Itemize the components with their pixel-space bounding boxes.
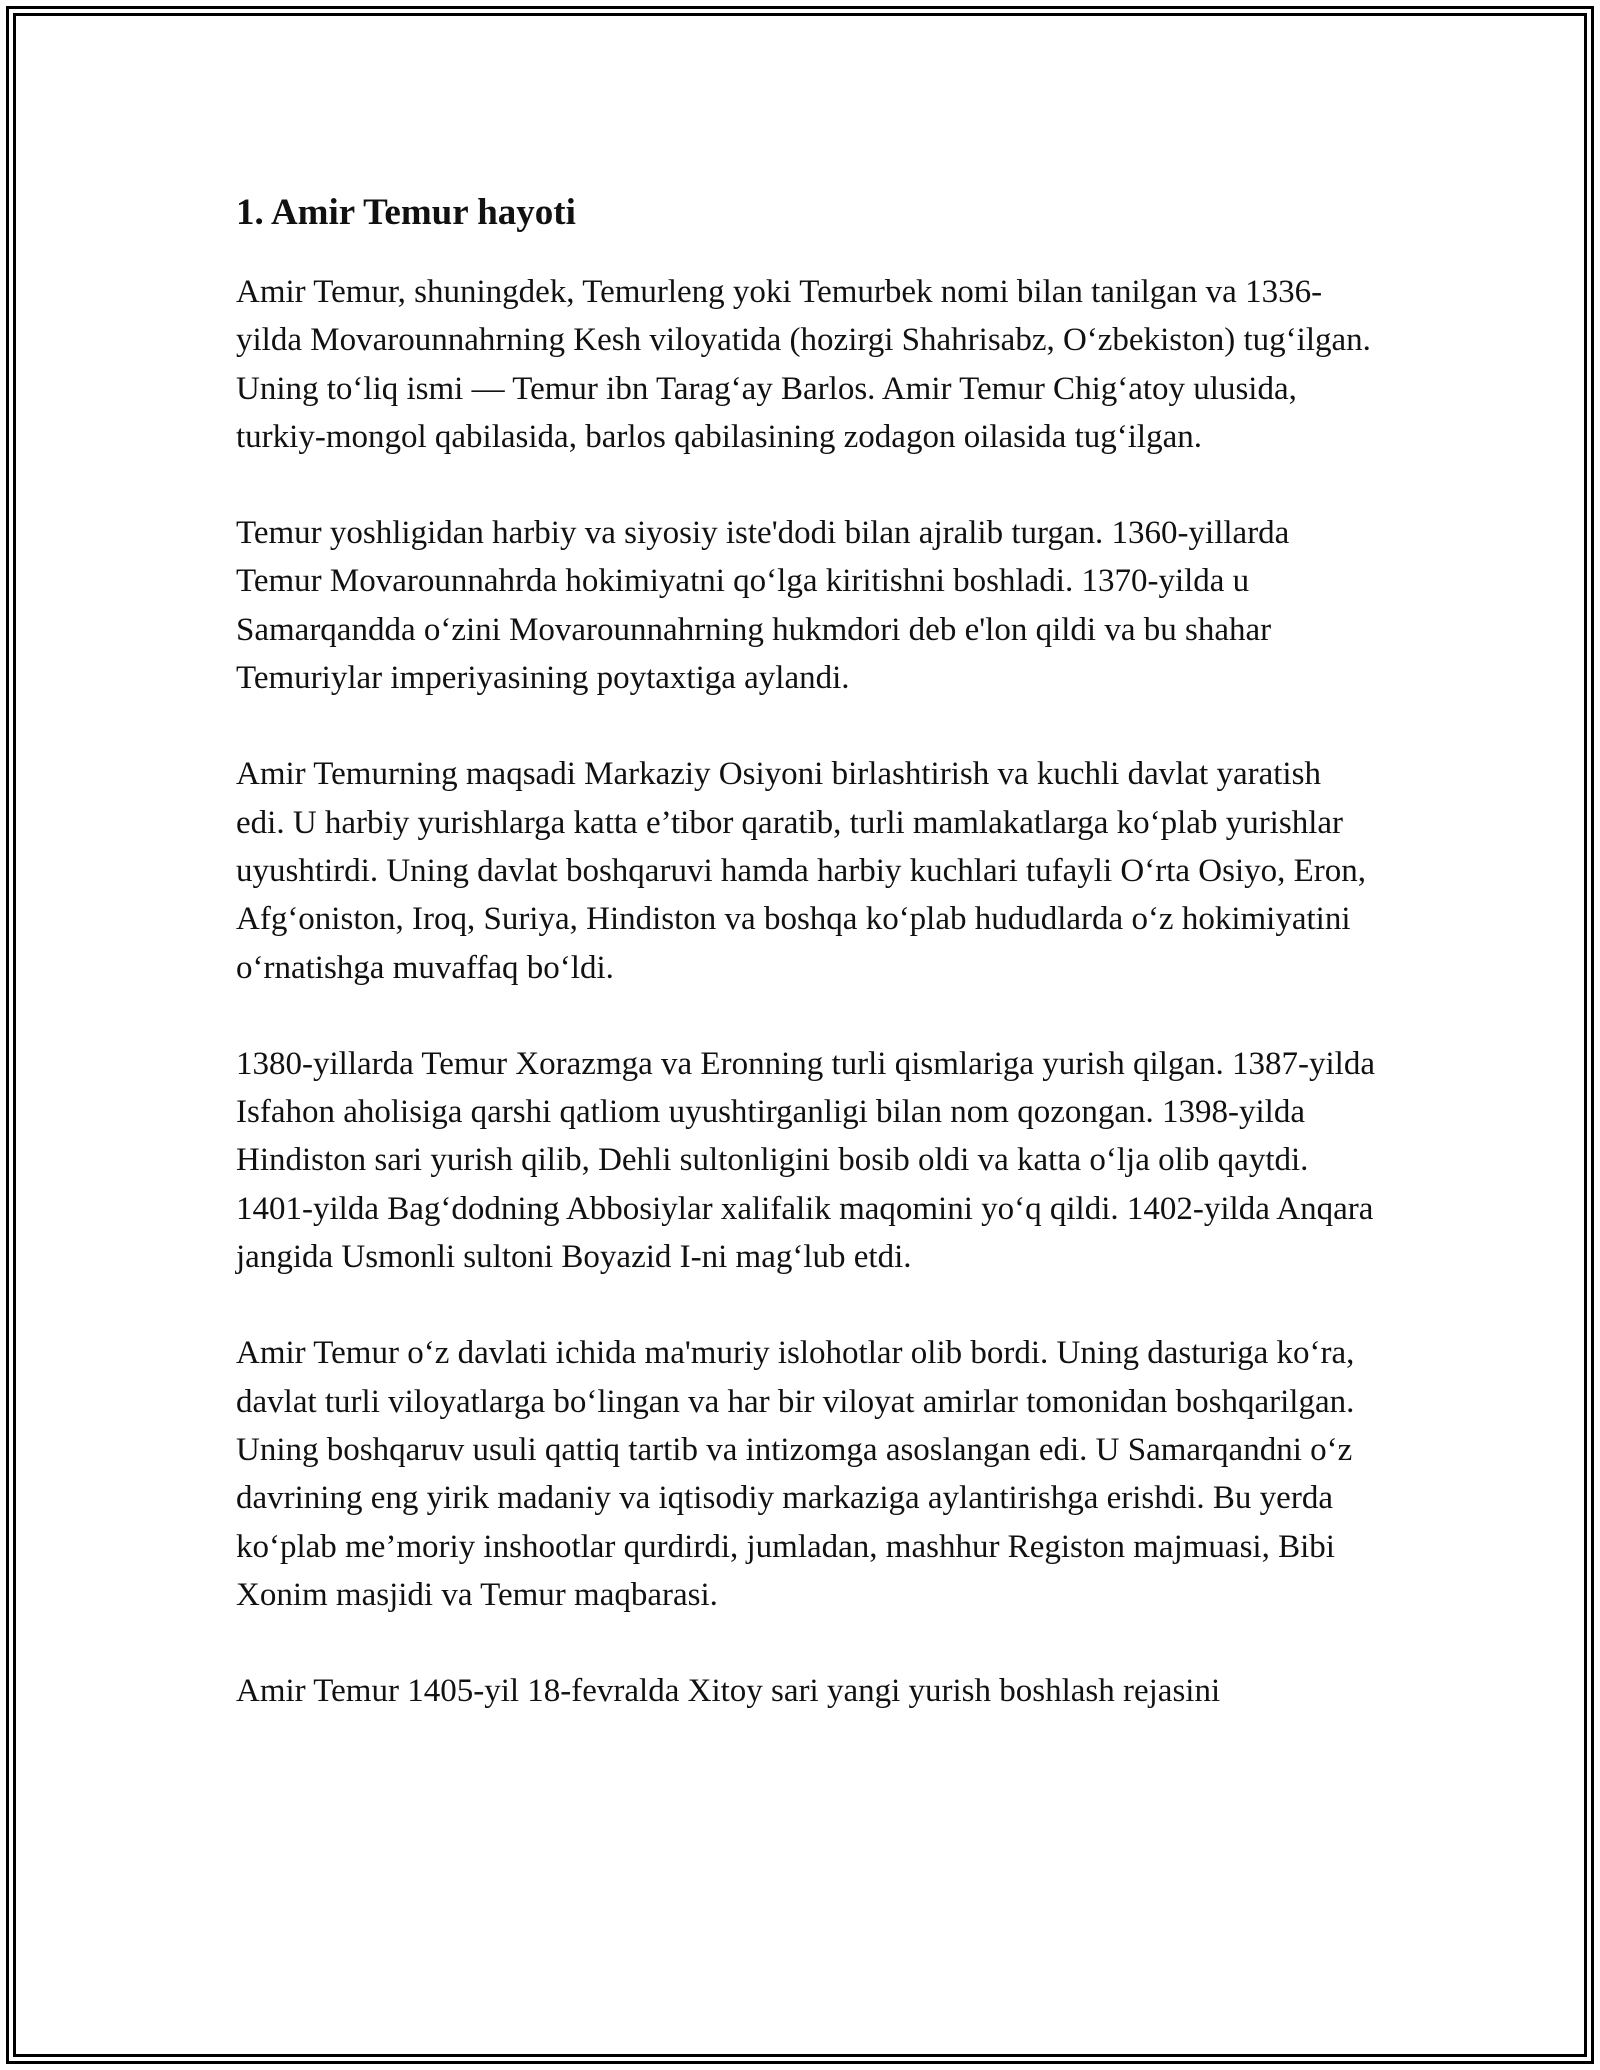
paragraph-goals-and-campaigns: Amir Temurning maqsadi Markaziy Osiyoni birlashtirish va kuchli davlat yaratish edi. U harbiy yurishlarga katta e’tibor qaratib, turli mamlakatlarga ko‘plab yurishlar uyushtirdi. Uning davlat boshqaruvi hamda harbiy kuchlari tufayli O‘rta Osiyo, Eron, Afg‘oniston, Iroq, Suriya, Hindiston va boshqa ko‘plab hududlarda o‘z hokimiyatini o‘rnatishga muvaffaq bo‘ldi.	[236, 756, 1367, 986]
paragraph-final-campaign: Amir Temur 1405-yil 18-fevralda Xitoy sari yangi yurish boshlash rejasini	[236, 1673, 1221, 1710]
paragraph-administration: Amir Temur o‘z davlati ichida ma'muriy islohotlar olib bordi. Uning dasturiga ko‘ra, davlat turli viloyatlarga bo‘lingan va har bir viloyat amirlar tomonidan boshqarilgan. Uning boshqaruv usuli qattiq tartib va intizomga asoslangan edi. U Samarqandni o‘z davrining eng yirik madaniy va iqtisodiy markaziga aylantirishga erishdi. Bu yerda ko‘plab me’moriy inshootlar qurdirdi, jumladan, mashhur Registon majmuasi, Bibi Xonim masjidi va Temur maqbarasi.	[236, 1335, 1355, 1613]
paragraph-rise-to-power: Temur yoshligidan harbiy va siyosiy iste'dodi bilan ajralib turgan. 1360-yillarda Temur Movarounnahrda hokimiyatni qo‘lga kiritishni boshladi. 1370-yilda u Samarqandda o‘zini Movarounnahrning hukmdori deb e'lon qildi va bu shahar Temuriylar imperiyasining poytaxtiga aylandi.	[236, 515, 1290, 697]
document-body	[236, 186, 1376, 1763]
section-heading: 1. Amir Temur hayoti	[236, 192, 576, 233]
paragraph-birth: Amir Temur, shuningdek, Temurleng yoki Temurbek nomi bilan tanilgan va 1336-yilda Movarounnahrning Kesh viloyatida (hozirgi Shahrisabz, O‘zbekiston) tug‘ilgan. Uning to‘liq ismi — Temur ibn Tarag‘ay Barlos. Amir Temur Chig‘atoy ulusida, turkiy-mongol qabilasida, barlos qabilasining zodagon oilasida tug‘ilgan.	[236, 274, 1371, 455]
paragraph-military-chronology: 1380-yillarda Temur Xorazmga va Eronning turli qismlariga yurish qilgan. 1387-yilda Isfahon aholisiga qarshi qatliom uyushtirganligi bilan nom qozongan. 1398-yilda Hindiston sari yurish qilib, Dehli sultonligini bosib oldi va katta o‘lja olib qaytdi. 1401-yilda Bag‘dodning Abbosiylar xalifalik maqomini yo‘q qildi. 1402-yilda Anqara jangida Usmonli sultoni Boyazid I-ni mag‘lub etdi.	[236, 1045, 1375, 1276]
